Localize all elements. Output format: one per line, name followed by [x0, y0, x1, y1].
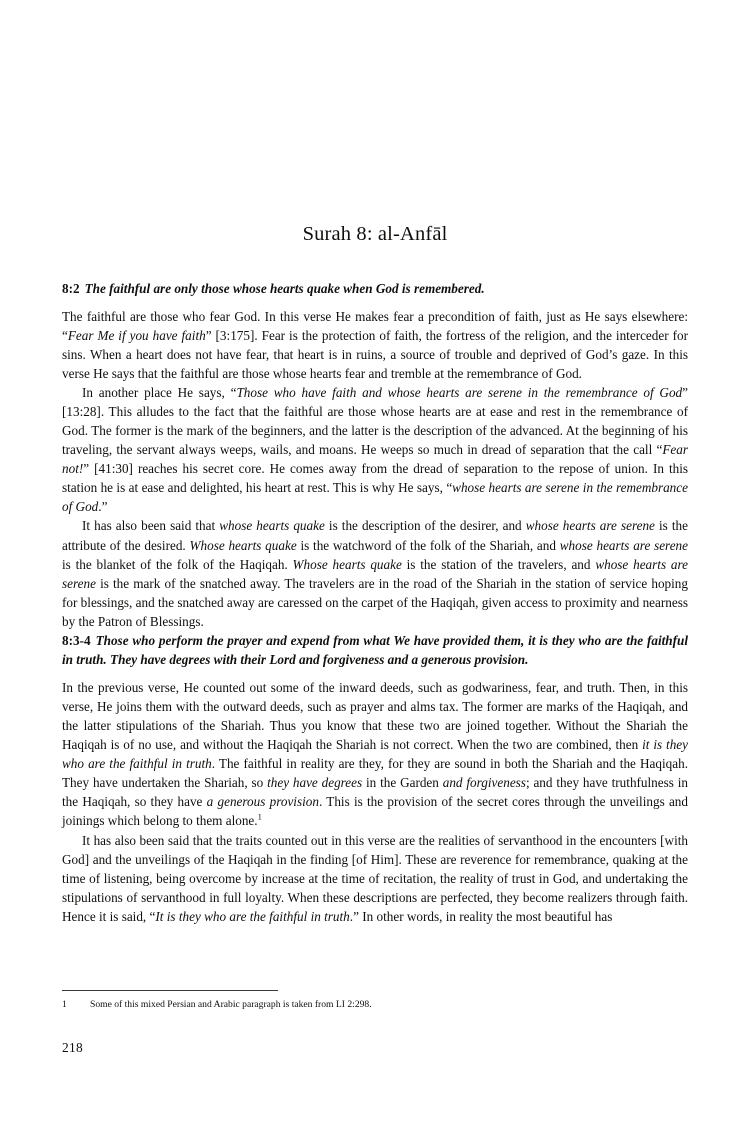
prose-run: It has also been said that the traits counted out in this verse are the realities of servanthood in the encounters [with God] and the unveilings of the Haqiqah in the finding [of Him]. These are reverence for remembrance, quaking at the time of listening, being overcome by increase at the time of recitation, the reality of trust in God, and undertaking the stipulations of servanthood in full loyalty. When these descriptions are perfected, they become realizers through faith. Hence it is said, “ — [62, 832, 688, 924]
verse-text: Those who perform the prayer and expend from what We have provided them, it is they who are the faithful in truth. They have degrees with their Lord and forgiveness and a generous provision. — [62, 632, 688, 667]
quoted-phrase: whose hearts are serene — [62, 556, 688, 591]
prose-run: In another place He says, “ — [82, 384, 237, 400]
verse-heading — [62, 631, 688, 669]
prose-run: . The faithful in reality are they, for they are sound in both the Shariah and the Haqiqah. They have undertaken the Shariah, so — [62, 756, 688, 791]
quoted-phrase: Fear Me if you have faith — [67, 327, 206, 343]
prose-run: . This is the provision of the secret cores through the unveilings and joinings which belong to them alone. — [62, 794, 688, 829]
prose-run: In the previous verse, He counted out some of the inward deeds, such as godwariness, fear, and truth. Then, in this verse, He joins them with the outward deeds, such as prayer and alms tax. The former are marks of the Haqiqah, and the latter stipulations of the Shariah. Thus you know that these two are joined together. Without the Shariah the Haqiqah is of no use, and without the Haqiqah the Shariah is not correct. When the two are combined, then — [62, 679, 688, 753]
quoted-phrase: Whose hearts quake — [189, 537, 297, 553]
prose-run: ” [13:28]. This alludes to the fact that the faithful are those whose hearts are at ease and rest in the remembrance of God. The former is the mark of the beginners, and the latter is the description of the advanced. At the beginning of his traveling, the servant always weeps, wails, and moans. He weeps so much in dread of separation that the call “ — [62, 384, 688, 458]
prose-run: is the blanket of the folk of the Haqiqah. — [62, 556, 293, 572]
quoted-phrase: it is they who are the faithful in truth — [62, 737, 689, 772]
quoted-phrase: a generous provision — [206, 794, 319, 810]
footnote-rule — [62, 990, 278, 991]
footnote-number: 1 — [62, 999, 67, 1010]
quoted-phrase: and forgiveness — [442, 775, 526, 791]
quoted-phrase: whose hearts quake — [219, 518, 325, 534]
prose-run: .” In other words, in reality the most beautiful has — [349, 908, 613, 924]
quoted-phrase: whose hearts are serene — [525, 518, 655, 534]
page-title: Surah 8: al-Anfāl — [302, 223, 448, 245]
prose-run: The faithful are those who fear God. In this verse He makes fear a precondition of faith, just as He says elsewhere: “ — [62, 308, 688, 343]
page-number: 218 — [62, 1040, 83, 1055]
quoted-phrase: Those who have faith and whose hearts are serene in the remembrance of God — [236, 384, 683, 400]
footnote-item — [62, 998, 688, 1011]
prose-run: .” — [98, 499, 108, 515]
commentary-paragraph — [62, 516, 688, 630]
prose-run: ” [41:30] reaches his secret core. He comes away from the dread of separation to the repose of union. In this station he is at ease and delighted, his heart at rest. This is why He says, “ — [62, 461, 688, 496]
prose-run: is the attribute of the desired. — [62, 518, 688, 553]
commentary-paragraph — [62, 307, 688, 383]
prose-run: is the watchword of the folk of the Shariah, and — [296, 537, 560, 553]
footnote-text: Some of this mixed Persian and Arabic paragraph is taken from LI 2:298. — [90, 999, 372, 1010]
quoted-phrase: Whose hearts quake — [292, 556, 402, 572]
page-body — [62, 222, 688, 926]
quoted-phrase: Fear not! — [62, 442, 688, 477]
quoted-phrase: whose hearts are serene — [559, 537, 689, 553]
verse-text: The faithful are only those whose hearts quake when God is remembered. — [84, 280, 485, 296]
verse-reference: 8:2 — [62, 280, 80, 296]
quoted-phrase: whose hearts are serene in the remembrance of God — [62, 480, 688, 515]
verse-heading — [62, 279, 688, 298]
prose-run: It has also been said that — [82, 518, 220, 534]
prose-run: is the station of the travelers, and — [401, 556, 596, 572]
commentary-paragraph — [62, 383, 688, 517]
footnote-marker: 1 — [257, 812, 262, 823]
commentary-paragraph — [62, 831, 688, 926]
prose-run: is the mark of the snatched away. The travelers are in the road of the Shariah in the station of service hoping for blessings, and the snatched away are caressed on the carpet of the Haqiqah, given access to proximity and nearness by the Patron of Blessings. — [62, 575, 688, 629]
prose-run: ; and they have truthfulness in the Haqiqah, so they have — [62, 775, 688, 810]
quoted-phrase: they have degrees — [267, 775, 363, 791]
prose-run: in the Garden — [362, 775, 443, 791]
prose-run: ” [3:175]. Fear is the protection of faith, the fortress of the religion, and the interceder for sins. When a heart does not have fear, that heart is in ruins, a source of trouble and deprived of God’s gaze. In this verse He says that the faithful are those whose hearts fear and tremble at the remembrance of God. — [62, 327, 688, 381]
sections-container — [62, 279, 688, 926]
verse-reference: 8:3-4 — [62, 632, 91, 648]
prose-run: is the description of the desirer, and — [324, 518, 526, 534]
quoted-phrase: It is they who are the faithful in truth — [155, 908, 350, 924]
footnote-area — [62, 990, 688, 1011]
commentary-paragraph — [62, 678, 688, 831]
footnote-list — [62, 998, 688, 1011]
